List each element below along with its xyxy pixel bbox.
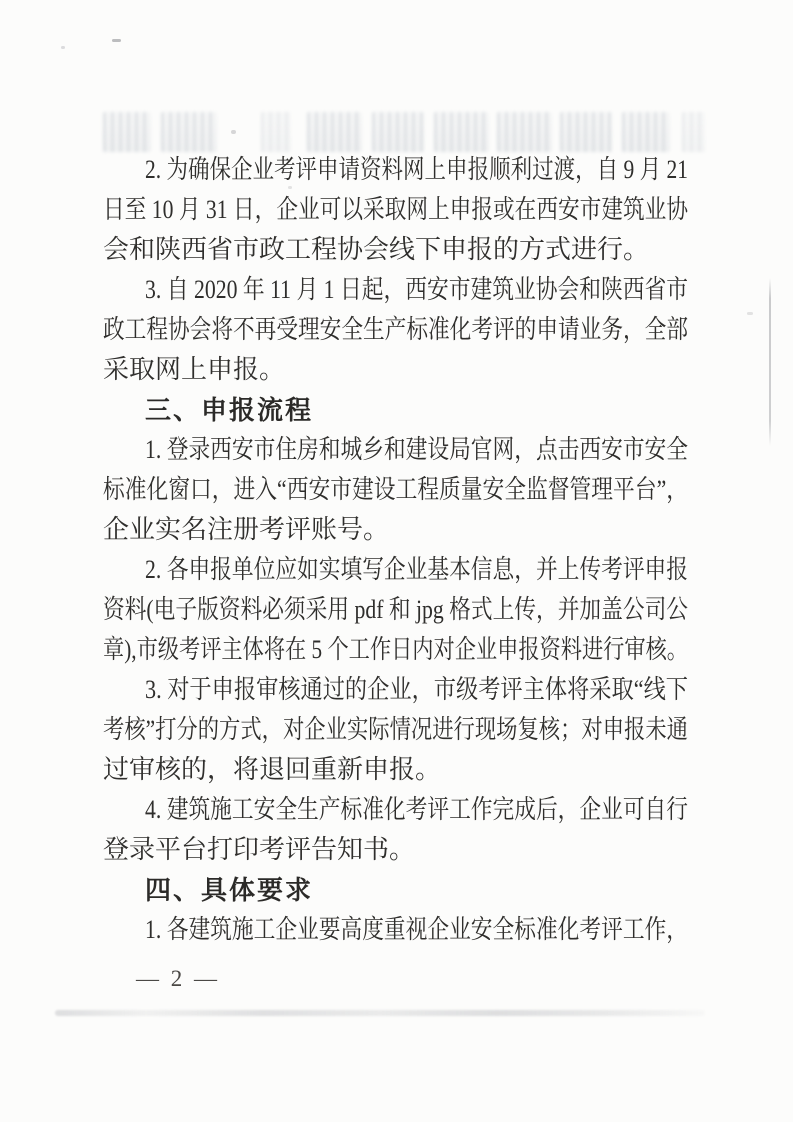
text-line: 2. 各申报单位应如实填写企业基本信息，并上传考评申报 xyxy=(145,555,688,584)
text-line: 4. 建筑施工安全生产标准化考评工作完成后，企业可自行 xyxy=(145,795,688,824)
bleed-glyph-blob xyxy=(497,112,552,152)
text-line: 政工程协会将不再受理安全生产标准化考评的申请业务，全部 xyxy=(103,315,688,344)
text-line: 过审核的，将退回重新申报。 xyxy=(103,755,442,784)
text-line: 考核”打分的方式，对企业实际情况进行现场复核；对申报未通 xyxy=(103,715,688,744)
document-body xyxy=(103,150,688,950)
text-line: 会和陕西省市政工程协会线下申报的方式进行。 xyxy=(103,235,650,264)
scan-smudge-artifact xyxy=(55,1010,705,1016)
scan-speck-artifact xyxy=(231,130,236,134)
bleed-glyph-blob xyxy=(261,112,291,152)
section-heading: 三、申报流程 xyxy=(145,395,314,425)
bleed-glyph-blob xyxy=(307,112,362,152)
text-line: 1. 各建筑施工企业要高度重视企业安全标准化考评工作， xyxy=(145,915,688,944)
bleed-glyph-blob xyxy=(434,112,489,152)
bleed-glyph-blob xyxy=(372,112,424,152)
scan-vertical-line-artifact xyxy=(769,278,771,446)
text-line: 资料(电子版资料必须采用 pdf 和 jpg 格式上传，并加盖公司公 xyxy=(103,595,688,624)
bleed-glyph-blob xyxy=(560,112,612,152)
section-heading: 四、具体要求 xyxy=(145,875,314,905)
bleed-glyph-blob xyxy=(103,112,151,152)
scan-speck-artifact xyxy=(747,312,753,315)
text-line: 章),市级考评主体将在 5 个工作日内对企业申报资料进行审核。 xyxy=(103,635,688,664)
bleed-through-artifact xyxy=(101,110,705,154)
text-line: 登录平台打印考评告知书。 xyxy=(103,835,416,864)
text-line: 3. 对于申报审核通过的企业，市级考评主体将采取“线下 xyxy=(145,675,688,704)
text-line: 日至 10 月 31 日，企业可以采取网上申报或在西安市建筑业协 xyxy=(103,195,688,224)
scan-speck-artifact xyxy=(112,39,121,42)
bleed-glyph-blob xyxy=(622,112,670,152)
bleed-glyph-blob xyxy=(682,112,705,152)
page-number: — 2 — xyxy=(136,966,220,991)
bleed-glyph-blob xyxy=(161,112,217,152)
text-line: 3. 自 2020 年 11 月 1 日起，西安市建筑业协会和陕西省市 xyxy=(145,275,688,304)
text-line: 2. 为确保企业考评申请资料网上申报顺利过渡，自 9 月 21 xyxy=(145,155,688,184)
text-line: 采取网上申报。 xyxy=(103,355,286,384)
text-line: 标准化窗口，进入“西安市建设工程质量安全监督管理平台”， xyxy=(103,475,688,504)
text-line: 企业实名注册考评账号。 xyxy=(103,515,390,544)
scan-speck-artifact xyxy=(61,46,65,49)
text-line: 1. 登录西安市住房和城乡和建设局官网，点击西安市安全 xyxy=(145,435,688,464)
